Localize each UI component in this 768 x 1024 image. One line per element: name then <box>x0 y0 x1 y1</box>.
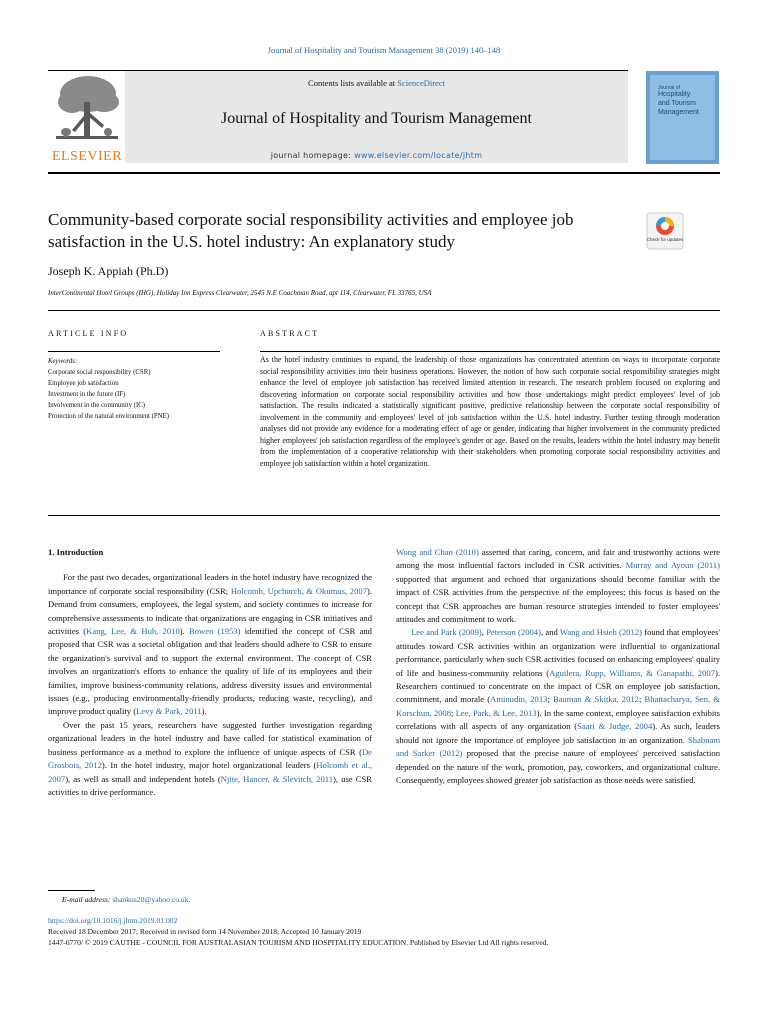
text: ; <box>547 694 553 705</box>
keyword-item: Employee job satisfaction <box>48 380 119 387</box>
text: ; <box>451 707 456 718</box>
body-column-left <box>48 546 372 799</box>
cover-line-1: Journal of <box>658 85 680 91</box>
citation-link[interactable]: Peterson (2004) <box>486 627 541 638</box>
email-link[interactable]: shankus20@yahoo.co.uk <box>112 895 189 904</box>
citation-link[interactable]: Levy & Park, 2011 <box>136 706 202 717</box>
citation-link[interactable]: Holcomb et al., 2007 <box>48 760 372 784</box>
citation-link[interactable]: Njite, Hancer, & Slevitch, 2011 <box>220 773 334 784</box>
text: Over the past 15 years, researchers have suggested further investigation regarding organizational leaders in the hotel industry and have called for statistical examination of business performance as a method to explore the influence of unique aspects of CSR ( <box>48 719 372 757</box>
text: , <box>481 627 487 638</box>
footnote-rule <box>48 890 95 891</box>
citation-link[interactable]: Lee and Park (2009) <box>411 627 482 638</box>
citation-link[interactable]: Aminudin, 2013 <box>490 694 548 705</box>
citation-link[interactable]: Bhattacharya, Sen, & Korschun, 2008 <box>396 694 720 718</box>
keyword-item: Protection of the natural environment (PNE) <box>48 413 169 420</box>
elsevier-wordmark[interactable]: ELSEVIER <box>51 149 123 164</box>
abstract-text: As the hotel industry continues to expand, the leadership of those organizations has concentrated attention on ways to incorporate corporate social responsibility activities into their business operations. However, the notion of how such corporate social responsibility strategies might enhance the level of employee job satisfaction has received limited attention in research. The research problem focused on exploring and discovering information on corporate social responsibility activities and how those undertakings might predict employees' level of job satisfaction. The results indicated a statistically significant positive, predictive relationship between the corporate social responsibility of involvement in the community and employees' level of job satisfaction within the U.S. hotel industry. Further testing through moderation analyses did not provide any evidence for a moderating effect of age or gender, indicating that higher involvement in the community predicted higher employees' job satisfaction regardless of the employee's gender or age. Based on the results, leaders within the hotel industry may benefit from the implementation of a cooperative relationship with their stakeholders when promoting corporate social responsibility activities and employee job satisfaction within a hotel organization. <box>260 355 720 468</box>
info-divider <box>48 310 720 311</box>
text: ). In the hotel industry, major hotel organizational leaders ( <box>101 760 317 771</box>
keywords-label: Keywords: <box>48 358 78 365</box>
article-info-rule <box>48 351 220 352</box>
citation-link[interactable]: Wang and Hsieh (2012) <box>559 627 642 638</box>
abstract-rule <box>260 351 720 352</box>
body-column-right <box>396 546 720 787</box>
journal-title: Journal of Hospitality and Tourism Management <box>221 110 532 127</box>
citation-link[interactable]: Shabnam and Sarker (2012) <box>396 734 720 759</box>
text: ). Demand from consumers, employees, the legal system, and society continues to increase for comprehensive assessments to indicate that organizations are engaging in CSR initiatives and activities ( <box>48 585 373 637</box>
text: ). <box>179 626 190 637</box>
author-affiliation: InterContinental Hotel Groups (IHG), Holiday Inn Express Clearwater, 2545 N.E Coachman Road, apt 114, Clearwater, FL 33765, USA <box>48 289 432 297</box>
text: proposed that the precise nature of employees' perceived satisfaction depended on the nature of the work, promotion, pay, coworkers, and organizational culture. Consequently, employees showed greater job satisfaction as those needs were satisfied. <box>396 748 721 785</box>
citation-link[interactable]: Holcomb, Upchurch, & Okumus, 2007 <box>230 585 367 596</box>
contents-prefix: Contents lists available at <box>308 78 398 88</box>
homepage-link[interactable]: www.elsevier.com/locate/jhtm <box>354 151 483 160</box>
citation-link[interactable]: Kang, Lee, & Huh, 2010 <box>86 626 180 637</box>
abstract-heading: ABSTRACT <box>260 329 320 338</box>
citation-link[interactable]: Murray and Ayoun (2011) <box>625 560 720 571</box>
text: For the past two decades, organizational leaders in the hotel industry have recognized the importance of corporate social responsibility (CSR; <box>48 572 372 596</box>
copyright-notice: 1447-6770/ © 2019 CAUTHE - COUNCIL FOR AUSTRALASIAN TOURISM AND HOSPITALITY EDUCATION. Published by Elsevier Ltd All rights reserved. <box>48 938 549 947</box>
paragraph <box>48 719 372 799</box>
citation-link[interactable]: De Grosbois, 2012 <box>48 746 372 771</box>
check-for-updates-badge[interactable] <box>646 212 684 250</box>
citation-link[interactable]: Bowen (1953) <box>189 626 241 637</box>
journal-cover-thumbnail[interactable] <box>646 71 719 164</box>
text: ). As such, leaders should not ignore the importance of employee job satisfaction in an organization. <box>396 721 720 745</box>
article-title: Community-based corporate social responsibility activities and employee job satisfaction in the U.S. hotel industry: An explanatory study <box>48 210 574 251</box>
paragraph <box>396 546 720 626</box>
citation-link[interactable]: Wong and Chan (2010) <box>396 547 479 557</box>
header-divider-bottom <box>48 172 720 174</box>
cover-line-2: Hospitality <box>658 91 691 98</box>
keyword-item: Involvement in the community (IC) <box>48 402 146 409</box>
keywords-list <box>48 356 223 422</box>
text: ; <box>638 694 645 705</box>
keyword-item: Corporate social responsibility (CSR) <box>48 369 151 376</box>
email-label: E-mail address: <box>62 895 113 904</box>
author-name[interactable]: Joseph K. Appiah (Ph.D) <box>48 264 169 278</box>
paragraph <box>48 571 372 718</box>
journal-reference[interactable]: Journal of Hospitality and Tourism Management 38 (2019) 140–148 <box>267 45 501 55</box>
text: ). In the same context, employee satisfaction exhibits correlations with all aspects of any organization ( <box>396 707 720 732</box>
author-email-footnote <box>62 895 190 904</box>
text: found that employees' attitudes toward CSR activities within an organization were influential to organizational performance, particularly when such CSR activities focused on enhancing employees' quality of life and business-community relations ( <box>396 627 720 678</box>
cover-panel <box>650 75 715 160</box>
text: ), as well as small and independent hotels ( <box>65 773 221 784</box>
journal-homepage <box>125 151 628 160</box>
citation-link[interactable]: Aguilera, Rupp, Williams, & Ganapathi, 2007 <box>549 667 715 678</box>
citation-link[interactable]: Bauman & Skitka, 2012 <box>552 694 639 705</box>
sciencedirect-link[interactable]: ScienceDirect <box>397 78 445 88</box>
text: ). <box>201 706 207 717</box>
cover-line-4: Management <box>658 109 699 116</box>
keyword-item: Investment in the future (IF) <box>48 391 126 398</box>
article-info-heading: ARTICLE INFO <box>48 329 129 338</box>
cover-line-3: and Tourism <box>658 100 697 107</box>
updates-badge-text: Check for updates <box>646 237 684 242</box>
body-divider <box>48 515 720 516</box>
homepage-prefix: journal homepage: <box>270 151 355 160</box>
text: identified the concept of CSR and proposed that CSR was a societal obligation and that leaders should adhere to CSR to ensure the organization's survival and to support the external environment. The concept of CSR involves an organization's efforts to enhance the quality of life of its employees and their families, improve business-community relations, address diversity issues and environmental issues (e.g., producing environmentally-friendly products, reducing waste, recycling), and improve product quality ( <box>48 626 372 717</box>
contents-availability <box>125 78 628 88</box>
citation-link[interactable]: Saari & Judge, 2004 <box>577 721 653 732</box>
paragraph <box>396 626 720 787</box>
text: asserted that caring, concern, and fair and trustworthy actions were among the most influential factors included in CSR activities. <box>396 547 720 571</box>
section-title: 1. Introduction <box>48 547 104 557</box>
text: , and <box>540 627 560 638</box>
doi-link[interactable]: https://doi.org/10.1016/j.jhtm.2019.01.002 <box>48 916 178 925</box>
text: supported that argument and echoed that organizations should become familiar with the impact of CSR activities from the perspective of the employees; this focus is based on the concept that CSR approaches are human resource strategies intended to foster employees' attitudes and commitment to work. <box>396 573 720 625</box>
text: ). Researchers continued to concentrate on the impact of CSR on employee job satisfaction, commitment, and morale ( <box>396 667 720 705</box>
text: ), use CSR activities to drive performance. <box>48 773 372 797</box>
email-suffix: . <box>188 895 191 904</box>
citation-link[interactable]: Lee, Park, & Lee, 2013 <box>455 707 537 718</box>
received-dates: Received 18 December 2017; Received in revised form 14 November 2018; Accepted 10 January 2019 <box>48 927 362 936</box>
